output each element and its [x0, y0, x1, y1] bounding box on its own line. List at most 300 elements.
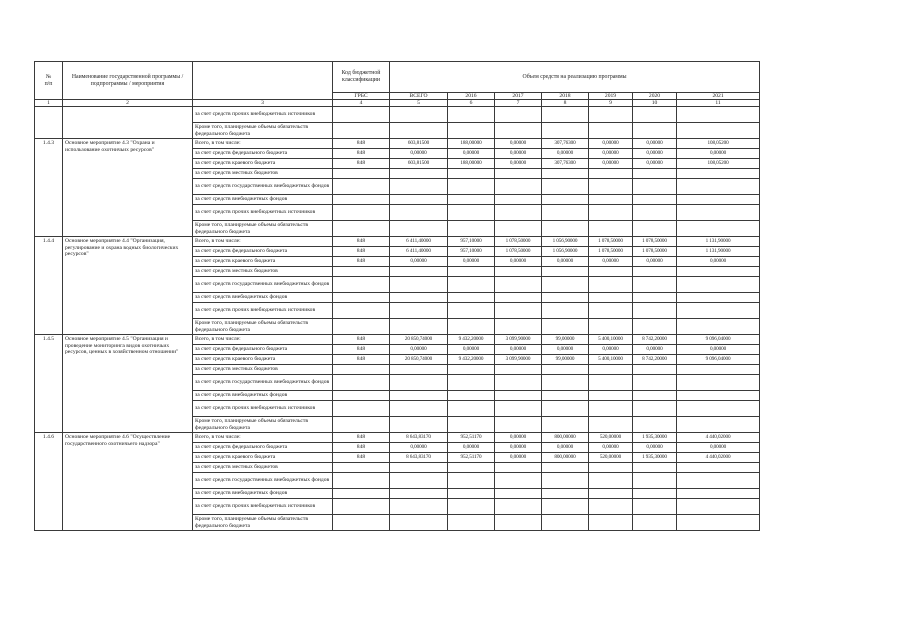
year-value [448, 375, 495, 391]
year-value [589, 267, 633, 277]
column-index: 8 [542, 100, 589, 107]
table-row [35, 433, 760, 443]
year-value [589, 319, 633, 335]
year-value: 0,00000 [677, 149, 760, 159]
year-value: 1 078,50000 [589, 237, 633, 247]
year-value [589, 221, 633, 237]
measure-name: Основное мероприятие 4.5 "Организация и проведение мониторинга видов охотничьих ресурсов, ценных в хозяйственном отношении" [63, 335, 193, 433]
year-value [495, 515, 542, 531]
grbs-code [333, 515, 390, 531]
year-value: 0,00000 [589, 345, 633, 355]
year-value: 3 099,90000 [495, 335, 542, 345]
year-value: 0,00000 [495, 433, 542, 443]
year-value [677, 123, 760, 139]
year-value: 9 096,04000 [677, 335, 760, 345]
total-value: 0,00000 [390, 149, 448, 159]
grbs-code: 848 [333, 335, 390, 345]
year-value [448, 179, 495, 195]
total-value: 0,00000 [390, 257, 448, 267]
header-program-name: Наименование государственной программы / подпрограммы / мероприятия [63, 62, 193, 100]
year-value [495, 391, 542, 401]
year-value: 957,10000 [448, 237, 495, 247]
total-value: 603,81500 [390, 139, 448, 149]
header-num: № п/п [35, 62, 63, 100]
year-value: 99,00000 [542, 355, 589, 365]
year-value [542, 277, 589, 293]
grbs-code [333, 417, 390, 433]
year-value [542, 303, 589, 319]
funding-source: Всего, в том числе: [193, 237, 333, 247]
year-value [677, 277, 760, 293]
grbs-code [333, 303, 390, 319]
column-index: 3 [193, 100, 333, 107]
year-value: 0,00000 [495, 443, 542, 453]
year-value: 0,00000 [542, 345, 589, 355]
year-value: 957,10000 [448, 247, 495, 257]
year-value: 9 432,20000 [448, 335, 495, 345]
funding-source: за счет средств государственных внебюджетных фондов [193, 179, 333, 195]
year-value [589, 473, 633, 489]
grbs-code: 848 [333, 149, 390, 159]
year-value: 952,51170 [448, 433, 495, 443]
budget-table-page [34, 61, 760, 531]
grbs-code [333, 277, 390, 293]
year-value: 1 078,50000 [589, 247, 633, 257]
measure-name: Основное мероприятие 4.4 "Организация, регулирование и охрана водных биологических ресурсов" [63, 237, 193, 335]
year-value: 0,00000 [448, 443, 495, 453]
year-value: 0,00000 [677, 257, 760, 267]
total-value [390, 123, 448, 139]
row-number: 1.4.4 [35, 237, 63, 335]
year-value [542, 375, 589, 391]
year-value [495, 277, 542, 293]
year-value [495, 293, 542, 303]
year-value: 108,05200 [677, 139, 760, 149]
table-body [35, 107, 760, 531]
year-value: 0,00000 [448, 257, 495, 267]
table-row [35, 335, 760, 345]
year-value: 188,00000 [448, 139, 495, 149]
column-index: 11 [677, 100, 760, 107]
funding-source: за счет средств прочих внебюджетных источников [193, 107, 333, 123]
total-value [390, 515, 448, 531]
year-value [448, 293, 495, 303]
year-value [542, 499, 589, 515]
measure-name [63, 107, 193, 139]
grbs-code: 848 [333, 443, 390, 453]
year-value [495, 195, 542, 205]
header-code-group: Код бюджетной классификации [333, 62, 390, 93]
year-value: 800,00000 [542, 453, 589, 463]
column-index: 4 [333, 100, 390, 107]
year-value [495, 417, 542, 433]
funding-source: за счет средств государственных внебюджетных фондов [193, 375, 333, 391]
budget-table [34, 61, 760, 531]
year-value [542, 169, 589, 179]
header-year-2019: 2019 [589, 93, 633, 100]
year-value: 520,00000 [589, 453, 633, 463]
funding-source: за счет средств государственных внебюджетных фондов [193, 473, 333, 489]
funding-source: за счет средств федерального бюджета [193, 443, 333, 453]
funding-source: за счет средств прочих внебюджетных источников [193, 401, 333, 417]
year-value [677, 401, 760, 417]
year-value [589, 365, 633, 375]
year-value [448, 267, 495, 277]
year-value [633, 365, 677, 375]
year-value: 520,00000 [589, 433, 633, 443]
year-value [633, 179, 677, 195]
grbs-code [333, 375, 390, 391]
header-year-2021: 2021 [677, 93, 760, 100]
table-row [35, 107, 760, 123]
year-value [633, 123, 677, 139]
year-value [589, 417, 633, 433]
total-value [390, 319, 448, 335]
funding-source: за счет средств внебюджетных фондов [193, 293, 333, 303]
year-value [589, 303, 633, 319]
year-value [633, 463, 677, 473]
total-value: 0,00000 [390, 345, 448, 355]
year-value [448, 205, 495, 221]
column-index: 7 [495, 100, 542, 107]
grbs-code: 848 [333, 453, 390, 463]
year-value [633, 473, 677, 489]
funding-source: Всего, в том числе: [193, 433, 333, 443]
table-row [35, 139, 760, 149]
year-value [677, 221, 760, 237]
year-value: 0,00000 [589, 159, 633, 169]
year-value [495, 473, 542, 489]
year-value [542, 319, 589, 335]
year-value [677, 463, 760, 473]
funding-source: Всего, в том числе: [193, 335, 333, 345]
year-value [677, 417, 760, 433]
measure-name: Основное мероприятие 4.3 "Охрана и использование охотничьих ресурсов" [63, 139, 193, 237]
year-value [677, 107, 760, 123]
year-value [495, 107, 542, 123]
year-value [448, 221, 495, 237]
year-value [542, 401, 589, 417]
year-value [633, 267, 677, 277]
total-value: 20 850,74000 [390, 335, 448, 345]
year-value [495, 123, 542, 139]
total-value [390, 489, 448, 499]
year-value [448, 319, 495, 335]
year-value [589, 195, 633, 205]
year-value [448, 303, 495, 319]
funding-source: за счет средств прочих внебюджетных источников [193, 303, 333, 319]
total-value [390, 365, 448, 375]
total-value [390, 463, 448, 473]
year-value: 307,76300 [542, 159, 589, 169]
year-value [448, 107, 495, 123]
year-value [448, 515, 495, 531]
grbs-code: 848 [333, 257, 390, 267]
total-value [390, 179, 448, 195]
column-index-row [35, 100, 760, 107]
year-value [542, 473, 589, 489]
year-value [495, 319, 542, 335]
funding-source: Кроме того, планируемые объемы обязательств федерального бюджета [193, 515, 333, 531]
grbs-code [333, 267, 390, 277]
year-value: 0,00000 [633, 139, 677, 149]
grbs-code [333, 489, 390, 499]
year-value: 4 440,02000 [677, 433, 760, 443]
year-value [633, 401, 677, 417]
total-value: 6 411,40000 [390, 237, 448, 247]
year-value: 0,00000 [542, 443, 589, 453]
year-value [677, 293, 760, 303]
total-value: 0,00000 [390, 443, 448, 453]
grbs-code [333, 179, 390, 195]
funding-source: за счет средств федерального бюджета [193, 149, 333, 159]
year-value [589, 515, 633, 531]
total-value [390, 107, 448, 123]
year-value [495, 401, 542, 417]
year-value: 1 131,90000 [677, 237, 760, 247]
total-value: 8 643,83170 [390, 453, 448, 463]
year-value [677, 169, 760, 179]
total-value [390, 221, 448, 237]
year-value: 307,76300 [542, 139, 589, 149]
year-value [633, 107, 677, 123]
year-value: 0,00000 [542, 257, 589, 267]
year-value: 9 432,20000 [448, 355, 495, 365]
header-volume-group: Объем средств на реализацию программы [390, 62, 760, 93]
year-value [589, 169, 633, 179]
year-value [633, 375, 677, 391]
year-value: 0,00000 [633, 159, 677, 169]
header-grbs: ГРБС [333, 93, 390, 100]
year-value: 0,00000 [633, 149, 677, 159]
year-value [448, 417, 495, 433]
year-value [589, 391, 633, 401]
year-value [448, 401, 495, 417]
year-value [542, 515, 589, 531]
year-value [448, 463, 495, 473]
grbs-code [333, 195, 390, 205]
year-value: 0,00000 [495, 149, 542, 159]
year-value [448, 473, 495, 489]
year-value: 1 056,90000 [542, 237, 589, 247]
funding-source: за счет средств краевого бюджета [193, 355, 333, 365]
grbs-code [333, 319, 390, 335]
funding-source: за счет средств краевого бюджета [193, 453, 333, 463]
grbs-code: 848 [333, 345, 390, 355]
grbs-code [333, 365, 390, 375]
year-value: 3 099,90000 [495, 355, 542, 365]
total-value [390, 391, 448, 401]
year-value [495, 179, 542, 195]
year-value [448, 489, 495, 499]
column-index: 1 [35, 100, 63, 107]
year-value [589, 277, 633, 293]
funding-source: за счет средств внебюджетных фондов [193, 489, 333, 499]
funding-source: Кроме того, планируемые объемы обязательств федерального бюджета [193, 123, 333, 139]
funding-source: Кроме того, планируемые объемы обязательств федерального бюджета [193, 319, 333, 335]
year-value: 8 742,20000 [633, 335, 677, 345]
year-value [633, 417, 677, 433]
year-value: 0,00000 [448, 345, 495, 355]
grbs-code: 848 [333, 237, 390, 247]
year-value [495, 267, 542, 277]
year-value [495, 375, 542, 391]
year-value [633, 391, 677, 401]
year-value [633, 319, 677, 335]
year-value [542, 195, 589, 205]
year-value [633, 169, 677, 179]
year-value: 4 440,02000 [677, 453, 760, 463]
year-value [677, 499, 760, 515]
year-value [677, 489, 760, 499]
total-value [390, 303, 448, 319]
year-value: 1 078,50000 [633, 247, 677, 257]
year-value: 9 096,04000 [677, 355, 760, 365]
total-value [390, 375, 448, 391]
grbs-code [333, 107, 390, 123]
year-value [589, 401, 633, 417]
header-year-2020: 2020 [633, 93, 677, 100]
funding-source: за счет средств прочих внебюджетных источников [193, 499, 333, 515]
year-value [542, 391, 589, 401]
funding-source: за счет средств краевого бюджета [193, 159, 333, 169]
year-value: 1 935,30000 [633, 453, 677, 463]
year-value [589, 179, 633, 195]
table-row [35, 237, 760, 247]
year-value [677, 319, 760, 335]
total-value [390, 169, 448, 179]
grbs-code: 848 [333, 159, 390, 169]
year-value [542, 179, 589, 195]
total-value: 20 850,74000 [390, 355, 448, 365]
year-value: 0,00000 [495, 257, 542, 267]
year-value: 8 742,20000 [633, 355, 677, 365]
year-value: 0,00000 [495, 139, 542, 149]
year-value: 1 131,90000 [677, 247, 760, 257]
year-value: 5 400,10000 [589, 355, 633, 365]
year-value [542, 123, 589, 139]
grbs-code [333, 463, 390, 473]
year-value: 5 400,10000 [589, 335, 633, 345]
year-value [633, 489, 677, 499]
year-value [589, 205, 633, 221]
year-value: 0,00000 [633, 257, 677, 267]
grbs-code [333, 401, 390, 417]
year-value [448, 499, 495, 515]
row-number: 1.4.6 [35, 433, 63, 531]
year-value [677, 179, 760, 195]
year-value [495, 365, 542, 375]
year-value [589, 293, 633, 303]
total-value: 603,81500 [390, 159, 448, 169]
year-value [633, 277, 677, 293]
year-value: 0,00000 [589, 149, 633, 159]
year-value: 0,00000 [677, 345, 760, 355]
year-value [633, 303, 677, 319]
header-blank [193, 62, 333, 100]
year-value [677, 267, 760, 277]
grbs-code [333, 221, 390, 237]
funding-source: за счет средств прочих внебюджетных источников [193, 205, 333, 221]
funding-source: Кроме того, планируемые объемы обязательств федерального бюджета [193, 221, 333, 237]
year-value [495, 463, 542, 473]
grbs-code [333, 391, 390, 401]
year-value [542, 205, 589, 221]
year-value [495, 169, 542, 179]
funding-source: за счет средств местных бюджетов [193, 169, 333, 179]
header-year-2017: 2017 [495, 93, 542, 100]
year-value: 0,00000 [589, 139, 633, 149]
year-value: 1 078,50000 [495, 237, 542, 247]
grbs-code [333, 473, 390, 489]
row-number: 1.4.3 [35, 139, 63, 237]
year-value [677, 473, 760, 489]
year-value: 952,51170 [448, 453, 495, 463]
year-value [633, 195, 677, 205]
total-value [390, 293, 448, 303]
total-value [390, 277, 448, 293]
measure-name: Основное мероприятие 4.6 "Осуществление государственного охотничьего надзора" [63, 433, 193, 531]
year-value [589, 123, 633, 139]
total-value [390, 195, 448, 205]
year-value: 108,05200 [677, 159, 760, 169]
year-value [589, 375, 633, 391]
year-value [542, 489, 589, 499]
year-value [448, 169, 495, 179]
year-value [448, 391, 495, 401]
year-value: 0,00000 [677, 443, 760, 453]
total-value [390, 267, 448, 277]
year-value: 0,00000 [495, 345, 542, 355]
year-value [495, 303, 542, 319]
year-value [495, 221, 542, 237]
total-value [390, 205, 448, 221]
grbs-code [333, 499, 390, 515]
year-value: 0,00000 [542, 149, 589, 159]
year-value [448, 365, 495, 375]
row-number [35, 107, 63, 139]
year-value [495, 499, 542, 515]
year-value [448, 195, 495, 205]
total-value [390, 499, 448, 515]
funding-source: за счет средств местных бюджетов [193, 267, 333, 277]
grbs-code [333, 169, 390, 179]
year-value [633, 221, 677, 237]
funding-source: за счет средств государственных внебюджетных фондов [193, 277, 333, 293]
total-value [390, 473, 448, 489]
year-value [495, 205, 542, 221]
funding-source: за счет средств федерального бюджета [193, 345, 333, 355]
funding-source: за счет средств внебюджетных фондов [193, 391, 333, 401]
year-value: 99,00000 [542, 335, 589, 345]
grbs-code: 848 [333, 433, 390, 443]
year-value: 1 078,50000 [495, 247, 542, 257]
total-value: 6 411,40000 [390, 247, 448, 257]
year-value [677, 375, 760, 391]
year-value: 800,00000 [542, 433, 589, 443]
funding-source: за счет средств федерального бюджета [193, 247, 333, 257]
year-value [677, 365, 760, 375]
grbs-code [333, 293, 390, 303]
year-value [542, 365, 589, 375]
year-value: 0,00000 [589, 257, 633, 267]
year-value [589, 463, 633, 473]
year-value [542, 267, 589, 277]
header-total: ВСЕГО [390, 93, 448, 100]
total-value [390, 401, 448, 417]
year-value: 1 078,50000 [633, 237, 677, 247]
grbs-code: 848 [333, 139, 390, 149]
